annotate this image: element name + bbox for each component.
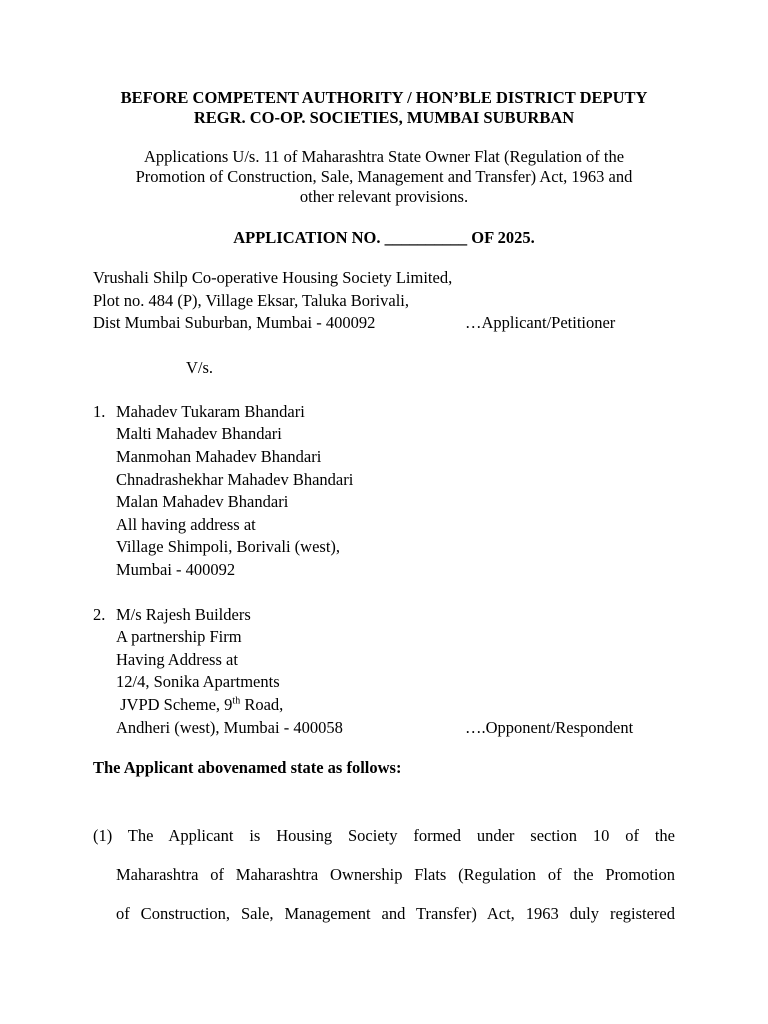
respondent-address: Andheri (west), Mumbai - 400058 (116, 717, 343, 737)
respondent-line: 12/4, Sonika Apartments (116, 672, 280, 692)
road-ordinal-suffix: th (232, 695, 241, 707)
respondent-line: All having address at (116, 514, 256, 534)
respondent-line: Malti Mahadev Bhandari (116, 424, 282, 444)
subtitle-line-3: other relevant provisions. (299, 187, 469, 206)
respondent-line: Mumbai - 400092 (116, 559, 236, 579)
document-page (93, 88, 675, 933)
respondent-line-last (116, 717, 675, 740)
applicant-line: Plot no. 484 (P), Village Eksar, Taluka Borivali, (93, 290, 410, 310)
applicant-line-last (93, 312, 675, 335)
subtitle-line-1: Applications U/s. 11 of Maharashtra State Owner Flat (Regulation of the (143, 147, 625, 166)
paragraph-line-3: of Construction, Sale, Management and Transfer) Act, 1963 duly registered (116, 904, 675, 924)
statement-heading: The Applicant abovenamed state as follows: (93, 758, 402, 778)
respondent-line: M/s Rajesh Builders (116, 604, 251, 624)
road-text-pre: JVPD Scheme, 9 (116, 694, 233, 714)
respondent-number: 2. (93, 604, 106, 624)
respondent-line: Manmohan Mahadev Bhandari (116, 446, 322, 466)
respondent-line: Having Address at (116, 649, 238, 669)
applicant-role: …Applicant/Petitioner (465, 313, 616, 333)
document-heading (93, 88, 675, 128)
applicant-block (93, 267, 675, 335)
respondent-line: Malan Mahadev Bhandari (116, 492, 289, 512)
respondent-number: 1. (93, 401, 106, 421)
respondent-line: Village Shimpoli, Borivali (west), (116, 537, 341, 557)
respondent-1 (93, 401, 675, 582)
respondent-road-line (116, 694, 675, 717)
subtitle-line-2: Promotion of Construction, Sale, Management and Transfer) Act, 1963 and (135, 167, 633, 186)
applicant-line: Vrushali Shilp Co-operative Housing Society Limited, (93, 268, 453, 287)
applicant-address: Dist Mumbai Suburban, Mumbai - 400092 (93, 313, 376, 333)
road-text-post: Road, (240, 694, 284, 714)
respondent-line: A partnership Firm (116, 627, 242, 647)
document-subtitle (93, 147, 675, 207)
respondent-role: ….Opponent/Respondent (465, 717, 634, 737)
respondent-line: Mahadev Tukaram Bhandari (116, 401, 305, 421)
respondent-2 (93, 604, 675, 740)
respondent-line: Chnadrashekhar Mahadev Bhandari (116, 469, 354, 489)
application-number: APPLICATION NO. __________ OF 2025. (233, 228, 535, 247)
heading-line-2: REGR. CO-OP. SOCIETIES, MUMBAI SUBURBAN (193, 108, 575, 127)
paragraph-1 (93, 816, 675, 933)
versus-label: V/s. (186, 357, 214, 377)
heading-line-1: BEFORE COMPETENT AUTHORITY / HON’BLE DISTRICT DEPUTY (120, 88, 648, 107)
paragraph-line-1: (1) The Applicant is Housing Society formed under section 10 of the (93, 826, 675, 846)
paragraph-line-2: Maharashtra of Maharashtra Ownership Flats (Regulation of the Promotion (116, 865, 675, 885)
